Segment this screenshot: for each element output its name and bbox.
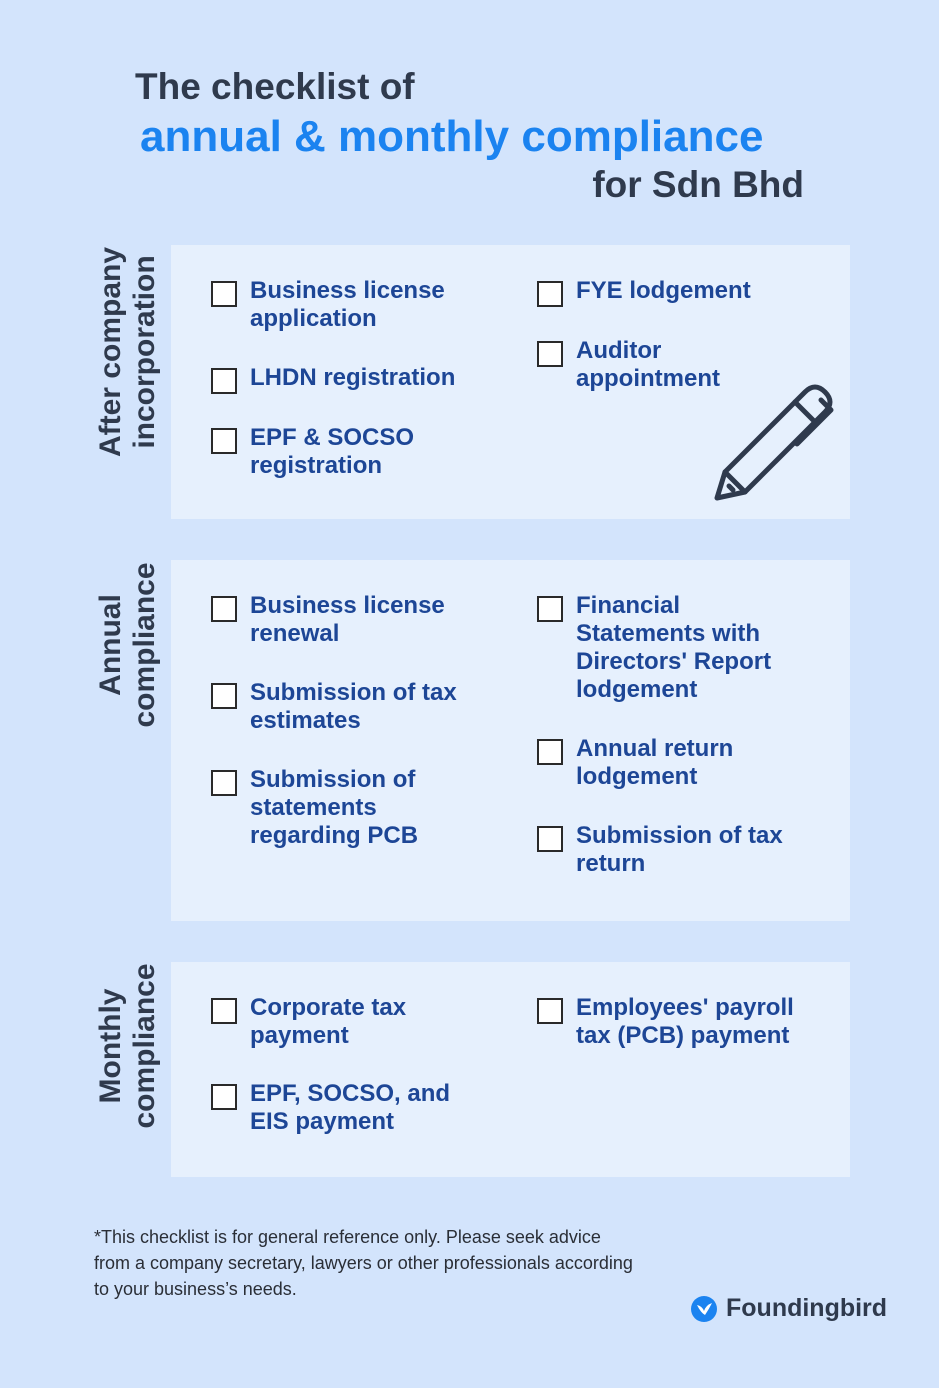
checklist-item-label: EPF, SOCSO, and EIS payment	[250, 1080, 451, 1135]
checkbox[interactable]	[211, 683, 237, 709]
brand-name: Foundingbird	[726, 1294, 888, 1322]
pencil-icon	[711, 380, 835, 504]
foundingbird-logo-icon	[691, 1296, 717, 1322]
checkbox[interactable]	[211, 281, 237, 307]
title-line-1: The checklist of	[135, 66, 415, 107]
checkbox[interactable]	[211, 428, 237, 454]
checklist-item[interactable]	[537, 735, 837, 791]
checklist-item-label: Submission of tax return	[576, 822, 783, 877]
checkbox[interactable]	[211, 770, 237, 796]
checklist-item[interactable]	[211, 679, 491, 735]
section-label-annual: Annual compliance	[94, 562, 161, 728]
checklist-item-label: FYE lodgement	[576, 277, 751, 304]
checklist-item[interactable]	[211, 1080, 491, 1136]
checkbox[interactable]	[211, 596, 237, 622]
checklist-item-label: Submission of statements regarding PCB	[250, 766, 419, 849]
checkbox[interactable]	[537, 281, 563, 307]
checklist-item[interactable]	[211, 766, 491, 850]
section-label-monthly: Monthly compliance	[94, 963, 161, 1129]
checklist-item-label: Auditor appointment	[576, 337, 720, 392]
checklist-item[interactable]	[211, 994, 491, 1050]
checklist-item[interactable]	[211, 592, 491, 648]
checkbox[interactable]	[211, 368, 237, 394]
checklist-item-label: EPF & SOCSO registration	[250, 424, 415, 479]
checklist-item[interactable]	[537, 277, 837, 307]
checklist-item-label: Financial Statements with Directors' Report lodgement	[576, 592, 772, 703]
checklist-item-label: Submission of tax estimates	[250, 679, 457, 734]
section-label-after-incorporation: After company incorporation	[94, 246, 161, 458]
panel-annual	[171, 560, 850, 921]
checklist-item-label: Business license renewal	[250, 592, 445, 647]
checklist-item[interactable]	[211, 277, 491, 333]
checklist-item[interactable]	[537, 822, 837, 878]
checkbox[interactable]	[537, 826, 563, 852]
checkbox[interactable]	[211, 998, 237, 1024]
checklist-item[interactable]	[211, 364, 491, 394]
checkbox[interactable]	[211, 1084, 237, 1110]
brand-logo	[691, 1294, 887, 1323]
title-line-2: annual & monthly compliance	[140, 112, 764, 161]
checklist-item-label: Employees' payroll tax (PCB) payment	[576, 994, 794, 1049]
footnote: *This checklist is for general reference only. Please seek advice from a company secretary, lawyers or other professionals according to your business’s needs.	[94, 1227, 633, 1299]
panel-after-incorporation	[171, 245, 850, 519]
checkbox[interactable]	[537, 739, 563, 765]
checklist-item[interactable]	[537, 592, 837, 704]
checkbox[interactable]	[537, 596, 563, 622]
checklist-item-label: Corporate tax payment	[250, 994, 407, 1049]
panel-monthly	[171, 962, 850, 1177]
checklist-item-label: Business license application	[250, 277, 445, 332]
checklist-item-label: LHDN registration	[250, 364, 456, 391]
checkbox[interactable]	[537, 998, 563, 1024]
checklist-item-label: Annual return lodgement	[576, 735, 734, 790]
title-line-3: for Sdn Bhd	[592, 164, 804, 205]
checklist-item[interactable]	[211, 424, 491, 480]
checklist-item[interactable]	[537, 994, 837, 1050]
checkbox[interactable]	[537, 341, 563, 367]
